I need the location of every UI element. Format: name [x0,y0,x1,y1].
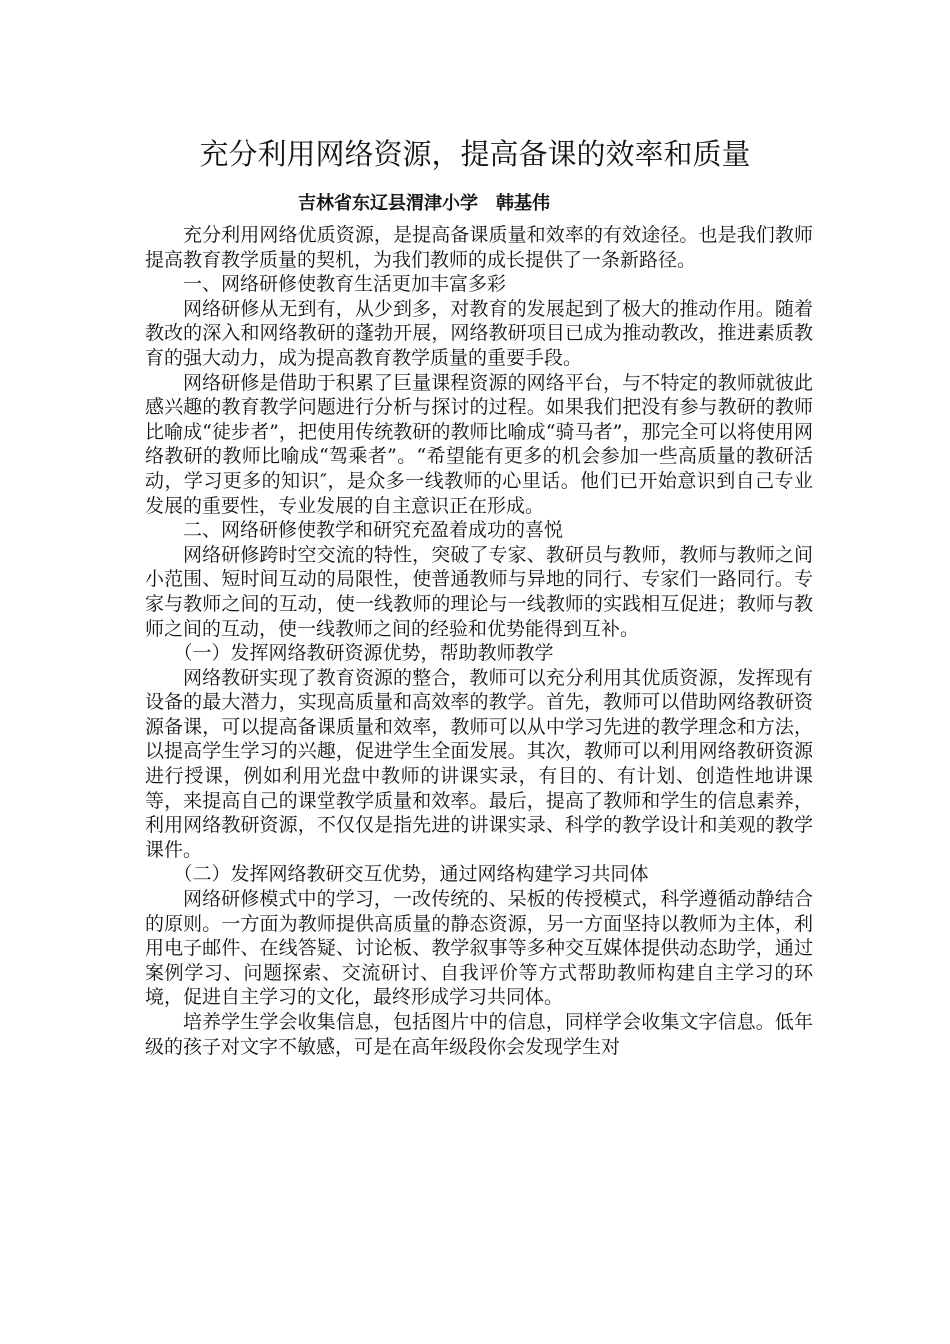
section-heading: 二、网络研修使教学和研究充盈着成功的喜悦 [183,519,564,542]
author-line: 吉林省东辽县渭津小学 韩基伟 [298,193,550,214]
paragraph: 培养学生学会收集信息，包括图片中的信息，同样学会收集文字信息。低年级的孩子对文字不敏感，可是在高年级段你会发现学生对 [145,1011,813,1058]
paragraph: 网络研修模式中的学习，一改传统的、呆板的传授模式，科学遵循动静结合的原则。一方面为教师提供高质量的静态资源，另一方面坚持以教师为主体，利用电子邮件、在线答疑、讨论板、教学叙事等多种交互媒体提供动态助学，通过案例学习、问题探索、交流研讨、自我评价等方式帮助教师构建自主学习的环境，促进自主学习的文化，最终形成学习共同体。 [145,888,813,1009]
paragraph: 网络研修是借助于积累了巨量课程资源的网络平台，与不特定的教师就彼此感兴趣的教育教学问题进行分析与探讨的过程。如果我们把没有参与教研的教师比喻成“徒步者”，把使用传统教研的教师比喻成“骑马者”，那完全可以将使用网络教研的教师比喻成“驾乘者”。“希望能有更多的机会参加一些高质量的教研活动，学习更多的知识″，是众多一线教师的心里话。他们已开始意识到自己专业发展的重要性，专业发展的自主意识正在形成。 [145,371,813,517]
paragraph: 充分利用网络优质资源，是提高备课质量和效率的有效途径。也是我们教师提高教育教学质量的契机，为我们教师的成长提供了一条新路径。 [145,224,813,271]
paragraph: 网络研修从无到有，从少到多，对教育的发展起到了极大的推动作用。随着教改的深入和网络教研的蓬勃开展，网络教研项目已成为推动教改，推进素质教育的强大动力，成为提高教育教学质量的重要手段。 [145,297,813,369]
document-title: 充分利用网络资源，提高备课的效率和质量 [199,137,751,171]
subsection-heading: （一）发挥网络教研资源优势，帮助教师教学 [173,642,554,665]
section-heading: 一、网络研修使教育生活更加丰富多彩 [183,273,507,296]
subsection-heading: （二）发挥网络教研交互优势，通过网络构建学习共同体 [173,863,649,886]
document-body [145,223,813,1059]
paragraph: 网络研修跨时空交流的特性，突破了专家、教研员与教师，教师与教师之间小范围、短时间互动的局限性，使普通教师与异地的同行、专家们一路同行。专家与教师之间的互动，使一线教师的理论与一线教师的实践相互促进；教师与教师之间的互动，使一线教师之间的经验和优势能得到互补。 [145,543,813,640]
paragraph: 网络教研实现了教育资源的整合，教师可以充分利用其优质资源，发挥现有设备的最大潜力，实现高质量和高效率的教学。首先，教师可以借助网络教研资源备课，可以提高备课质量和效率，教师可以从中学习先进的教学理念和方法，以提高学生学习的兴趣，促进学生全面发展。其次，教师可以利用网络教研资源进行授课，例如利用光盘中教师的讲课实录，有目的、有计划、创造性地讲课等，来提高自己的课堂教学质量和效率。最后，提高了教师和学生的信息素养，利用网络教研资源，不仅仅是指先进的讲课实录、科学的教学设计和美观的教学课件。 [145,666,813,861]
